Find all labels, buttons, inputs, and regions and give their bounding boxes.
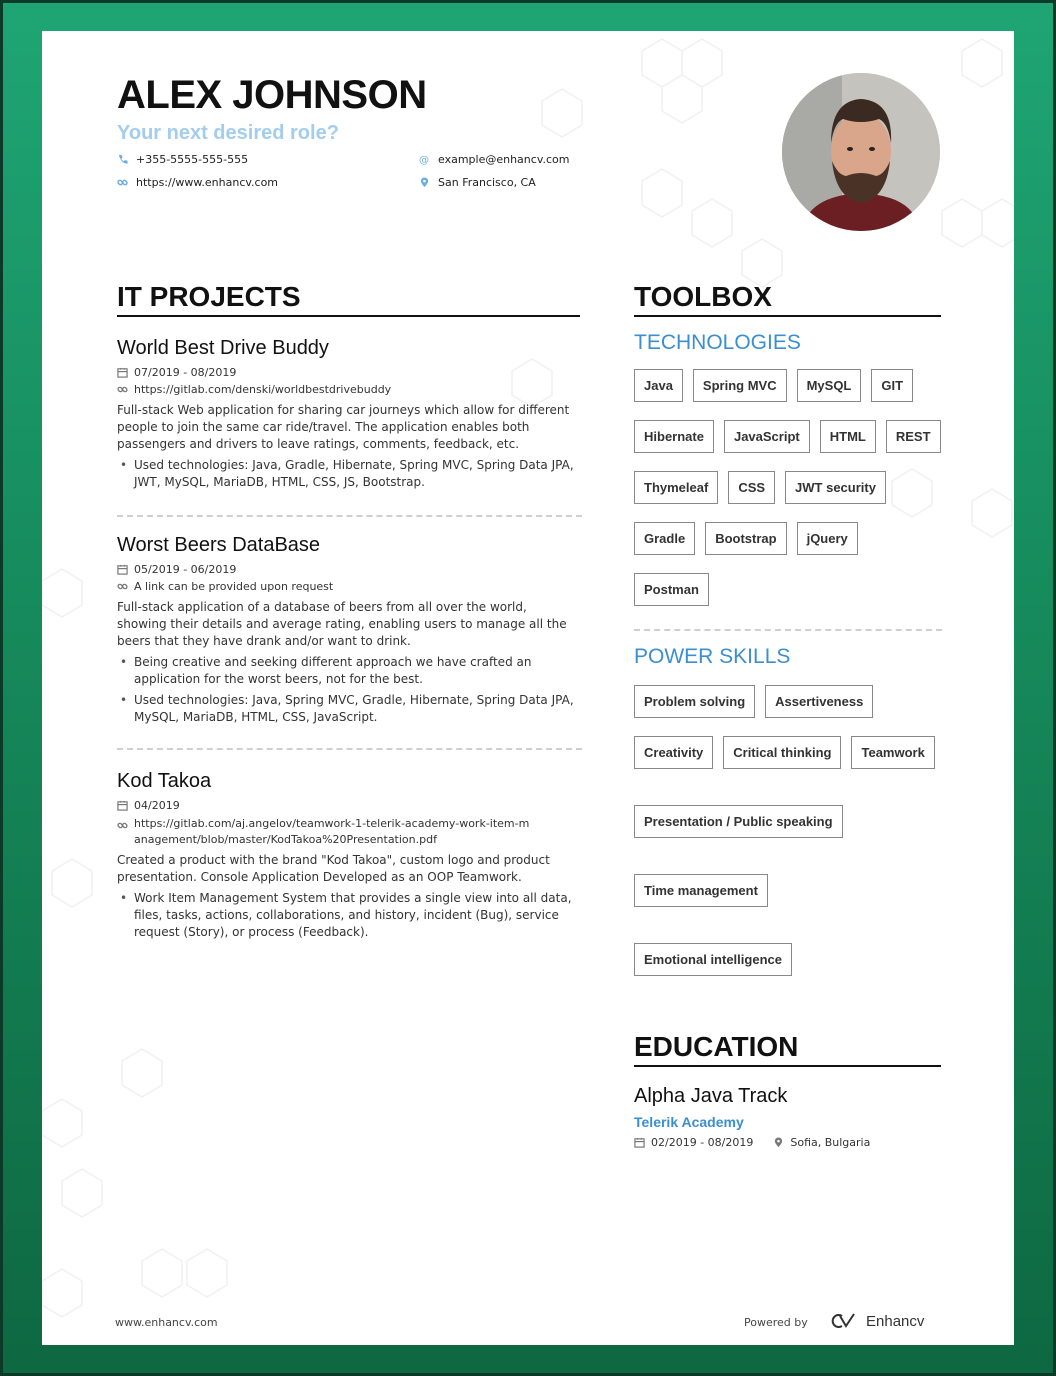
tag-critical-thinking: Critical thinking bbox=[723, 736, 841, 769]
power-skills-section bbox=[634, 645, 941, 976]
project-item bbox=[117, 337, 580, 491]
tag-javascript: JavaScript bbox=[724, 420, 810, 453]
tag-git: GIT bbox=[871, 369, 913, 402]
project-date bbox=[117, 799, 580, 812]
tag-bootstrap: Bootstrap bbox=[705, 522, 786, 555]
toolbox-section bbox=[634, 281, 941, 606]
project-link-text: https://gitlab.com/aj.angelov/teamwork-1-telerik-academy-work-item-management/blob/master/KodTakoa%20Presentation.pdf bbox=[134, 817, 530, 846]
tag-assertiveness: Assertiveness bbox=[765, 685, 873, 718]
divider bbox=[634, 629, 942, 631]
school-name: Telerik Academy bbox=[634, 1114, 744, 1130]
project-item bbox=[117, 770, 580, 941]
phone-contact[interactable] bbox=[117, 153, 248, 166]
project-title: Worst Beers DataBase bbox=[117, 534, 321, 556]
tag-mysql: MySQL bbox=[797, 369, 862, 402]
project-bullet: • Work Item Management System that provides a single view into all data, files, tasks, actions, collaborations, and history, incident (Bug), service request (Story), or process (Feedback). bbox=[117, 890, 580, 941]
power-skills-tags bbox=[634, 685, 941, 976]
tag-emotional-intelligence: Emotional intelligence bbox=[634, 943, 792, 976]
tag-jquery: jQuery bbox=[797, 522, 858, 555]
tag-teamwork: Teamwork bbox=[851, 736, 934, 769]
project-description: Full-stack application of a database of beers from all over the world, showing their details and average rating, enabling users to manage all the beers that they have drank and/or want to drink. bbox=[117, 600, 567, 648]
calendar-icon bbox=[117, 564, 128, 575]
tag-problem-solving: Problem solving bbox=[634, 685, 755, 718]
resume-page bbox=[42, 31, 1014, 1345]
location-contact bbox=[419, 176, 536, 189]
project-item bbox=[117, 534, 580, 726]
tag-hibernate: Hibernate bbox=[634, 420, 714, 453]
at-icon bbox=[419, 154, 430, 165]
technologies-tags bbox=[634, 369, 941, 606]
project-date bbox=[117, 563, 580, 576]
calendar-icon bbox=[634, 1137, 645, 1148]
tag-jwt-security: JWT security bbox=[785, 471, 886, 504]
divider bbox=[117, 515, 582, 517]
projects-section bbox=[117, 281, 580, 317]
footer-brand-text: Enhancv bbox=[866, 1312, 925, 1330]
svg-text:@: @ bbox=[419, 155, 430, 165]
technologies-title: TECHNOLOGIES bbox=[634, 331, 801, 354]
tag-rest: REST bbox=[886, 420, 941, 453]
project-date-text: 05/2019 - 06/2019 bbox=[134, 563, 237, 576]
tag-spring-mvc: Spring MVC bbox=[693, 369, 787, 402]
calendar-icon bbox=[117, 367, 128, 378]
project-title: World Best Drive Buddy bbox=[117, 337, 329, 359]
project-description: Full-stack Web application for sharing car journeys which allow for different people to join the same car ride/travel. The application enables both passengers and drivers to leave ratings, comments, feedback, etc. bbox=[117, 403, 570, 451]
project-date-text: 04/2019 bbox=[134, 799, 180, 812]
project-date bbox=[117, 366, 580, 379]
link-icon bbox=[117, 581, 128, 592]
project-date-text: 07/2019 - 08/2019 bbox=[134, 366, 237, 379]
map-pin-icon bbox=[773, 1137, 784, 1148]
email-contact[interactable] bbox=[419, 153, 569, 166]
project-link bbox=[117, 580, 580, 593]
tag-time-management: Time management bbox=[634, 874, 768, 907]
education-title: EDUCATION bbox=[634, 1031, 941, 1067]
project-description: Created a product with the brand "Kod Takoa", custom logo and product presentation. Console Application Developed as an OOP Teamwork. bbox=[117, 853, 550, 884]
projects-title: IT PROJECTS bbox=[117, 281, 580, 317]
tag-java: Java bbox=[634, 369, 683, 402]
project-link-text: A link can be provided upon request bbox=[134, 580, 334, 593]
candidate-name: ALEX JOHNSON bbox=[117, 73, 427, 117]
project-title: Kod Takoa bbox=[117, 770, 212, 792]
toolbox-title: TOOLBOX bbox=[634, 281, 941, 317]
footer-powered-by: Powered by bbox=[744, 1316, 808, 1329]
tag-gradle: Gradle bbox=[634, 522, 695, 555]
tag-html: HTML bbox=[820, 420, 876, 453]
project-link[interactable] bbox=[117, 383, 580, 396]
education-date: 02/2019 - 08/2019 bbox=[651, 1136, 754, 1149]
desired-role: Your next desired role? bbox=[117, 122, 339, 144]
footer-brand[interactable] bbox=[828, 1312, 924, 1330]
tag-postman: Postman bbox=[634, 573, 709, 606]
link-icon bbox=[117, 384, 128, 395]
enhancv-logo-icon bbox=[828, 1312, 860, 1330]
email-text: example@enhancv.com bbox=[438, 153, 570, 166]
calendar-icon bbox=[117, 800, 128, 811]
project-bullet: • Used technologies: Java, Gradle, Hibernate, Spring MVC, Spring Data JPA, JWT, MySQL, MariaDB, HTML, CSS, JS, Bootstrap. bbox=[117, 457, 580, 491]
profile-photo bbox=[782, 73, 940, 231]
project-bullet: • Being creative and seeking different approach we have crafted an application for the worst beers, not for the best. bbox=[117, 654, 580, 688]
link-icon bbox=[117, 820, 128, 831]
education-location: Sofia, Bulgaria bbox=[790, 1136, 871, 1149]
tag-css: CSS bbox=[728, 471, 775, 504]
project-link-text: https://gitlab.com/denski/worldbestdrivebuddy bbox=[134, 383, 392, 396]
divider bbox=[117, 748, 582, 750]
location-text: San Francisco, CA bbox=[438, 176, 536, 189]
footer-website[interactable]: www.enhancv.com bbox=[115, 1316, 218, 1329]
website-text: https://www.enhancv.com bbox=[136, 176, 279, 189]
phone-text: +355-5555-555-555 bbox=[136, 153, 249, 166]
tag-presentation: Presentation / Public speaking bbox=[634, 805, 843, 838]
degree-title: Alpha Java Track bbox=[634, 1085, 788, 1107]
project-link[interactable] bbox=[117, 816, 580, 848]
website-contact[interactable] bbox=[117, 176, 278, 189]
project-bullet: • Used technologies: Java, Spring MVC, Gradle, Hibernate, Spring Data JPA, MySQL, MariaDB, HTML, CSS, JavaScript. bbox=[117, 692, 580, 726]
education-meta bbox=[634, 1136, 941, 1149]
map-pin-icon bbox=[419, 177, 430, 188]
education-section bbox=[634, 1031, 941, 1149]
link-icon bbox=[117, 177, 128, 188]
phone-icon bbox=[117, 154, 128, 165]
tag-creativity: Creativity bbox=[634, 736, 713, 769]
power-skills-title: POWER SKILLS bbox=[634, 645, 791, 668]
tag-thymeleaf: Thymeleaf bbox=[634, 471, 718, 504]
